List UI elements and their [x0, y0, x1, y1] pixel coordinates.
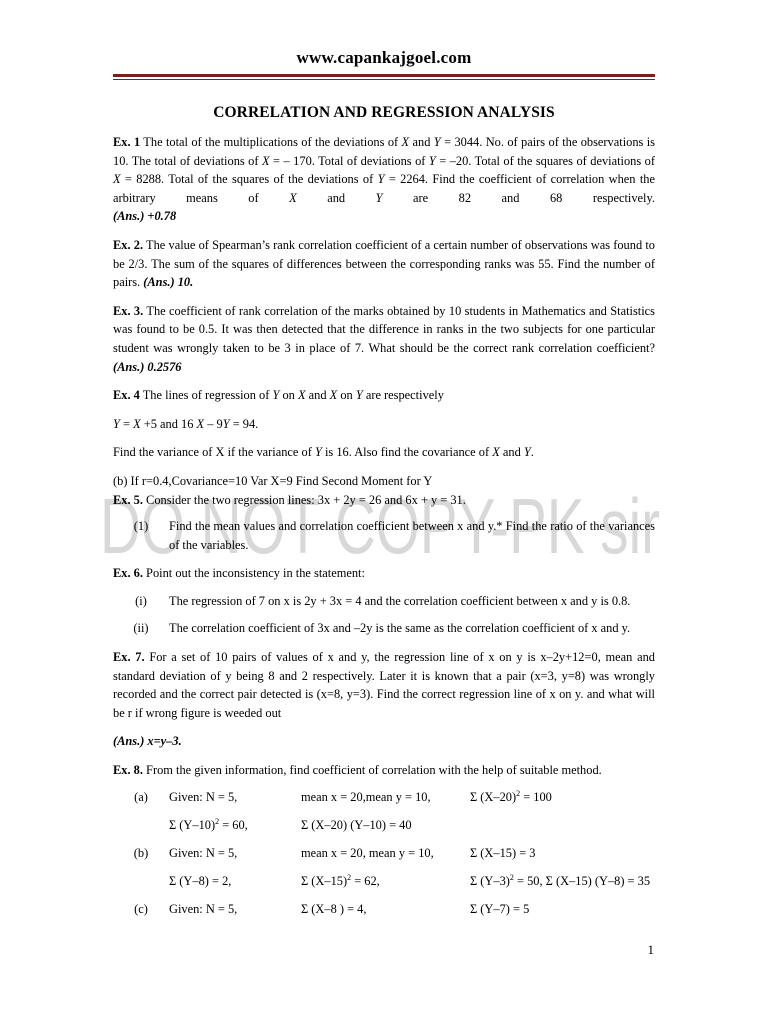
exercise-4: Ex. 4 The lines of regression of Y on X and X on Y are respectively Y = X +5 and 16 X – 9Y = 94. Find the variance of X if the variance of Y is 16. Also find the covariance of X and Y. (b) If r=0.4,Covariance=10 Var X=9 Find Second Moment for Y: [113, 386, 655, 490]
ex4-part-b: (b) If r=0.4,Covariance=10 Var X=9 Find Second Moment for Y: [113, 473, 433, 488]
ex2-answer: (Ans.) 10.: [143, 275, 194, 290]
ex3-answer: (Ans.) 0.2576: [113, 359, 182, 374]
ex1-label: Ex. 1: [113, 135, 141, 149]
ex6-item: (i) The regression of 7 on x is 2y + 3x = 4 and the correlation coefficient between x and y is 0.8.: [135, 593, 631, 608]
watermark-text: DO NOT COPY-PK sir: [100, 482, 660, 570]
header-rule-thick: [113, 74, 655, 77]
ex8-row: (a) Given: N = 5, mean x = 20,mean y = 10, Σ $(X-20)^2 = 100$: [134, 789, 552, 805]
ex7-answer: (Ans.) x=y–3.: [113, 734, 182, 749]
exercise-3: Ex. 3. The coefficient of rank correlation of the marks obtained by 10 students in Mathematics and Statistics was found to be 0.5. It was then detected that the difference in ranks in the two subjects for one particular student was wrongly taken to be 3 in place of 7. What should be the correct rank correlation coefficient? (Ans.) 0.2576: [113, 303, 655, 374]
ex8-row: (b) Given: N = 5, mean x = 20, mean y = 10, Σ (X–15) = 3: [133, 846, 536, 861]
exercise-7: Ex. 7. For a set of 10 pairs of values of x and y, the regression line of x on y is x–2y+12=0, mean and standard deviation of y being 8 and 2 respectively. Later it is known that a pair (x=3, y=8) was wrongly recorded and the correct pair detected is (x=8, y=3). Find the correct regression line of x on y. and what will be r if wrong figure is weeded out (Ans.) x=y–3.: [113, 648, 655, 751]
ex4-equation: Y = X +5 and 16 X – 9Y = 94.: [113, 416, 259, 431]
ex8-row: Σ $(Y-10)^2 = 60$, Σ (X–20) (Y–10) = 40: [169, 817, 412, 833]
page-title: CORRELATION AND REGRESSION ANALYSIS: [213, 104, 555, 121]
exercise-5: Ex. 5. Consider the two regression lines: 3x + 2y = 26 and 6x + y = 31. (1) Find the mean values and correlation coefficient between x and y.* Find the ratio of the variances of the variables.: [113, 491, 655, 555]
ex8-row: (c) Given: N = 5, Σ (X–8 ) = 4, Σ (Y–7) = 5: [134, 902, 530, 917]
main-content: [113, 133, 655, 924]
exercise-1: Ex. 1 The total of the multiplications of the deviations of X and Y = 3044. No. of pairs of the observations is 10. The total of deviations of X = – 170. Total of deviations of Y = –20. Total of the squares of deviations of X = 8288. Total of the squares of the deviations of Y = 2264. Find the coefficient of correlation when the arbitrary means of X and Y are 82 and 68 respectively. (Ans.) +0.78: [113, 133, 655, 226]
page-number: 1: [647, 942, 654, 957]
exercise-6: Ex. 6. Point out the inconsistency in the statement: (i) The regression of 7 on x is 2y + 3x = 4 and the correlation coefficient between x and y is 0.8. (ii) The correlation coefficient of 3x and –2y is the same as the correlation coefficient of x and y.: [113, 564, 655, 638]
header-rule-thin: [113, 79, 655, 80]
ex6-item: (ii) The correlation coefficient of 3x and –2y is the same as the correlation coefficient of x and y.: [133, 621, 631, 636]
ex8-row: Σ (Y–8) = 2, Σ $(X-15)^2 = 62$, Σ $(Y-3)^2 = 50$, Σ (X–15) (Y–8) = 35: [169, 873, 651, 889]
header-url[interactable]: www.capankajgoel.com: [296, 48, 472, 67]
ex5-item: (1) Find the mean values and correlation coefficient between x and y.* Find the ratio of the variances of the variables.: [133, 519, 655, 552]
ex1-answer: (Ans.) +0.78: [113, 209, 177, 224]
exercise-8: Ex. 8. From the given information, find coefficient of correlation with the help of suitable method. (a) Given: N = 5, mean x = 20,mean y = 10, Σ $(X-20)^2 = 100$ Σ $(Y-10)^2 = 60$, Σ (X–20) (Y–10) = 40 (b) Given: N = 5, mean x = 20, mean y = 10, Σ (X–15) = 3 Σ (Y–8) = 2, Σ $(X-15)^2 = 62$, Σ $(Y-3)^2 = 50$, Σ (X–15) (Y–8) = 35 (c) Given: N = 5, Σ (X–8 ) = 4, Σ (Y–7) = 5: [113, 761, 655, 924]
exercise-2: Ex. 2. The value of Spearman’s rank correlation coefficient of a certain number of observations was found to be 2/3. The sum of the squares of differences between the corresponding ranks was 55. Find the number of pairs. (Ans.) 10.: [113, 237, 655, 290]
